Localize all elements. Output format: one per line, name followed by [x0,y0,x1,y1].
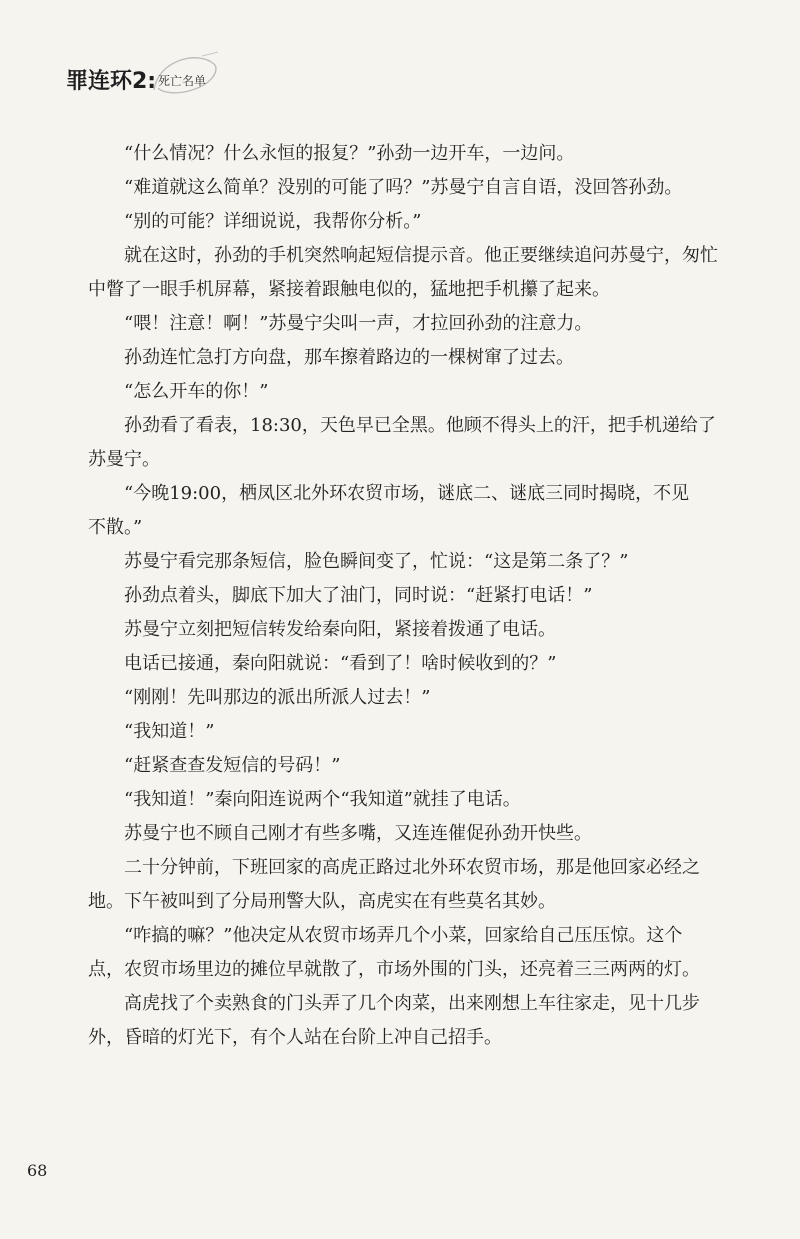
paragraph-11 [88,579,788,613]
paragraph-4 [88,239,788,307]
text-line: 就在这时，孙劲的手机突然响起短信提示音。他正要继续追问苏曼宁，匆忙 [124,245,718,266]
text-line: “什么情况？什么永恒的报复？”孙劲一边开车，一边问。 [124,143,575,164]
text-line: 孙劲连忙急打方向盘，那车擦着路边的一棵树窜了过去。 [124,347,574,368]
text-line: 二十分钟前，下班回家的高虎正路过北外环农贸市场，那是他回家必经之 [124,857,700,878]
paragraph-8 [88,409,788,477]
text-line: 苏曼宁也不顾自己刚才有些多嘴，又连连催促孙劲开快些。 [124,823,592,844]
paragraph-5 [88,307,788,341]
paragraph-2 [88,171,788,205]
page-body [88,137,788,1055]
paragraph-19 [88,851,788,919]
paragraph-15 [88,715,788,749]
paragraph-1 [88,137,788,171]
paragraph-17 [88,783,788,817]
text-line: 孙劲看了看表，18:30，天色早已全黑。他顾不得头上的汗，把手机递给了 [124,415,716,436]
text-line: 苏曼宁看完那条短信，脸色瞬间变了，忙说：“这是第二条了？” [124,551,629,572]
text-line: “赶紧查查发短信的号码！” [124,755,341,776]
running-header [66,58,366,98]
paragraph-20 [88,919,788,987]
text-line: 中瞥了一眼手机屏幕，紧接着跟触电似的，猛地把手机攥了起来。 [88,279,610,300]
book-title: 罪连环2: [66,69,157,94]
text-line: 苏曼宁立刻把短信转发给秦向阳，紧接着拨通了电话。 [124,619,556,640]
paragraph-3 [88,205,788,239]
book-subtitle: 死亡名单 [158,74,207,88]
paragraph-10 [88,545,788,579]
text-line: “我知道！”秦向阳连说两个“我知道”就挂了电话。 [124,789,521,810]
paragraph-16 [88,749,788,783]
paragraph-7 [88,375,788,409]
text-line: 苏曼宁。 [88,449,160,470]
paragraph-21 [88,987,788,1055]
paragraph-14 [88,681,788,715]
text-line: 地。下午被叫到了分局刑警大队，高虎实在有些莫名其妙。 [88,891,556,912]
text-line: “怎么开车的你！” [124,381,269,402]
page-number: 68 [27,1161,48,1180]
text-line: “今晚19:00，栖凤区北外环农贸市场，谜底二、谜底三同时揭晓，不见 [124,483,690,504]
text-line: 电话已接通，秦向阳就说：“看到了！啥时候收到的？” [124,653,557,674]
text-line: “别的可能？详细说说，我帮你分析。” [124,211,422,232]
text-line: 不散。” [88,517,143,538]
paragraph-12 [88,613,788,647]
text-line: “喂！注意！啊！”苏曼宁尖叫一声，才拉回孙劲的注意力。 [124,313,593,334]
text-line: “我知道！” [124,721,215,742]
paragraph-13 [88,647,788,681]
text-line: 高虎找了个卖熟食的门头弄了几个肉菜，出来刚想上车往家走，见十几步 [124,993,700,1014]
text-line: 孙劲点着头，脚底下加大了油门，同时说：“赶紧打电话！” [124,585,593,606]
paragraph-6 [88,341,788,375]
text-line: “刚刚！先叫那边的派出所派人过去！” [124,687,431,708]
text-line: “难道就这么简单？没别的可能了吗？”苏曼宁自言自语，没回答孙劲。 [124,177,683,198]
paragraph-9 [88,477,788,545]
text-line: “咋搞的嘛？”他决定从农贸市场弄几个小菜，回家给自己压压惊。这个 [124,925,683,946]
text-line: 点，农贸市场里边的摊位早就散了，市场外围的门头，还亮着三三两两的灯。 [88,959,700,980]
paragraph-18 [88,817,788,851]
text-line: 外，昏暗的灯光下，有个人站在台阶上冲自己招手。 [88,1027,502,1048]
